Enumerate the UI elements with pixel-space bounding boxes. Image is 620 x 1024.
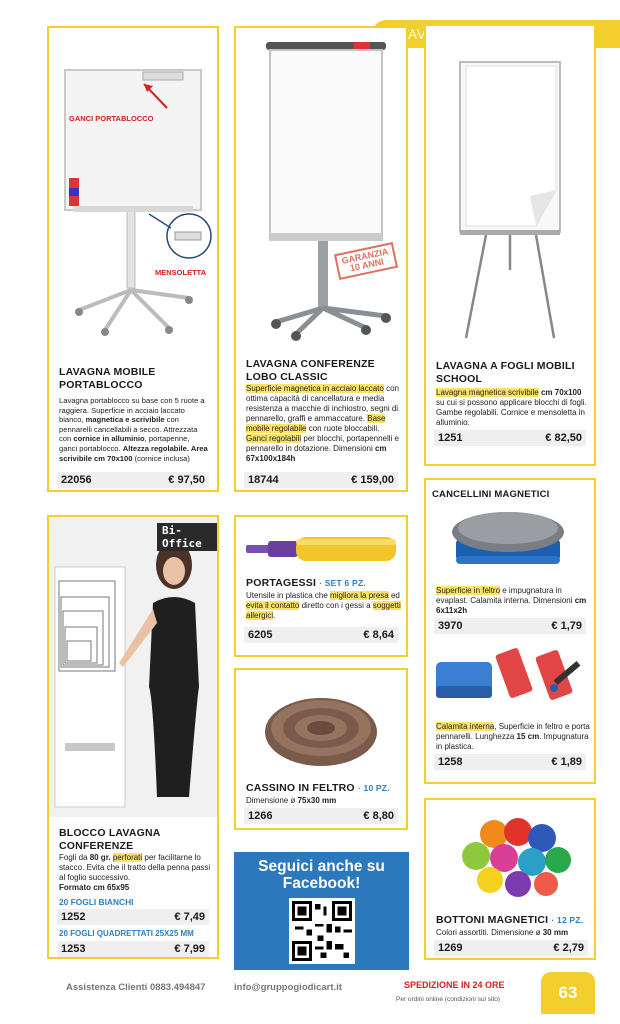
- price-row: [244, 627, 398, 643]
- product-quantity: · SET 6 PZ.: [319, 578, 366, 588]
- footer-spedizione-note: Per ordini online (condizioni sul sito): [396, 996, 501, 1003]
- product-code: 3970: [438, 620, 463, 632]
- price-row-variant1: [57, 909, 209, 925]
- variant2-label: 20 FOGLI QUADRETTATI 25X25 MM: [59, 929, 194, 938]
- product-description: Superficie magnetica in acciaio laccato con ottima capacità di cancellatura e media resistenza a macchie di inchiostro, segni di pennarello, graffi e ammaccature. Base mobile regolabile con ruote bloccabili. Ganci regolabili per blocchi, portapennelli e pennarello in dotazione. Dimensioni cm 67x100x184h: [246, 384, 399, 463]
- item1-description: Superficie in feltro e impugnatura in evaplast. Calamita interna. Dimensioni cm 6x11x2h: [436, 586, 587, 615]
- product-card-lavagna-conferenze: [234, 26, 408, 492]
- product-price: € 7,49: [174, 911, 205, 923]
- section-title: CANCELLINI MAGNETICI: [432, 489, 550, 500]
- label-mensoletta: MENSOLETTA: [155, 268, 207, 277]
- felt-roll-image: [256, 684, 386, 774]
- product-description: Utensile in plastica che migliora la presa ed evita il contatto diretto con i gessi a soggetti allergici.: [246, 591, 401, 620]
- facebook-title: Seguici anche su Facebook!: [258, 858, 385, 892]
- variant1-label: 20 FOGLI BIANCHI: [59, 897, 134, 907]
- flipchart-mobile-image: [49, 28, 217, 348]
- label-ganci-portablocco: GANCI PORTABLOCCO: [69, 114, 154, 123]
- product-price: € 1,89: [551, 756, 582, 768]
- product-code: 1269: [438, 942, 463, 954]
- page-number: 63: [541, 972, 595, 1014]
- product-title: CASSINO IN FELTRO · 10 PZ.: [246, 782, 390, 794]
- product-code: 1258: [438, 756, 463, 768]
- chalk-holder-image: [242, 527, 402, 567]
- price-row: [57, 472, 209, 488]
- product-price: € 8,80: [363, 810, 394, 822]
- product-price: € 2,79: [553, 942, 584, 954]
- price-row: [434, 940, 588, 956]
- product-title: BLOCCO LAVAGNA CONFERENZE: [59, 827, 161, 852]
- product-price: € 159,00: [351, 474, 394, 486]
- product-card-cancellini: [424, 478, 596, 784]
- product-description: Colori assortiti. Dimensione ø 30 mm: [436, 928, 569, 937]
- product-card-lavagna-mobile: [47, 26, 219, 492]
- price-row-variant2: [57, 941, 209, 957]
- product-card-bottoni: [424, 798, 596, 960]
- qr-code-icon[interactable]: [289, 898, 355, 964]
- product-title: BOTTONI MAGNETICI · 12 PZ.: [436, 914, 584, 926]
- product-description: Fogli da 80 gr. perforati per facilitarne lo stacco. Evita che il tratto della penna passi al foglio successivo. Formato cm 65x95: [59, 853, 211, 892]
- footer-spedizione: SPEDIZIONE IN 24 ORE: [404, 980, 505, 990]
- product-price: € 7,99: [174, 943, 205, 955]
- eraser-pen-holder-image: [432, 640, 592, 710]
- price-row: [244, 808, 398, 824]
- product-card-blocco: [47, 515, 219, 959]
- product-price: € 82,50: [545, 432, 582, 444]
- product-card-portagessi: [234, 515, 408, 657]
- magnets-image: [442, 808, 582, 904]
- product-quantity: · 12 PZ.: [551, 915, 584, 925]
- price-row-item2: [434, 754, 586, 770]
- product-code: 18744: [248, 474, 279, 486]
- product-code: 1253: [61, 943, 86, 955]
- price-row-item1: [434, 618, 586, 634]
- product-title: PORTAGESSI · SET 6 PZ.: [246, 577, 366, 589]
- footer-assistenza: Assistenza Clienti 0883.494847: [66, 982, 206, 993]
- product-code: 1252: [61, 911, 86, 923]
- product-price: € 1,79: [551, 620, 582, 632]
- item2-description: Calamita interna, Superficie in feltro e porta pennarelli. Lunghezza 15 cm. Impugnatura in plastica.: [436, 722, 590, 751]
- presenter-image: [49, 517, 217, 817]
- product-description: Lavagna magnetica scrivibile cm 70x100 su cui si possono applicare blocchi di fogli. Gambe regolabili. Cornice e mensoletta in alluminio.: [436, 388, 587, 427]
- product-card-cassino: [234, 668, 408, 830]
- product-description: Dimensione ø 75x30 mm: [246, 796, 337, 805]
- brand-label: Bi-Office: [157, 523, 217, 551]
- price-row: [434, 430, 586, 446]
- product-code: 1266: [248, 810, 273, 822]
- product-code: 22056: [61, 474, 92, 486]
- facebook-promo[interactable]: [234, 852, 409, 970]
- product-title: LAVAGNA CONFERENZE LOBO CLASSIC: [246, 358, 375, 383]
- eraser-image: [446, 502, 576, 574]
- product-title: LAVAGNA MOBILE PORTABLOCCO: [59, 366, 156, 391]
- product-title: LAVAGNA A FOGLI MOBILI SCHOOL: [436, 360, 575, 385]
- product-quantity: · 10 PZ.: [357, 783, 390, 793]
- price-row: [244, 472, 398, 488]
- warranty-stamp: GARANZIA 10 ANNI: [334, 242, 398, 280]
- product-price: € 97,50: [168, 474, 205, 486]
- product-card-lavagna-school: [424, 26, 596, 466]
- footer-email-link[interactable]: info@gruppogiodicart.it: [234, 982, 342, 993]
- flipchart-school-image: [426, 50, 594, 340]
- flipchart-conferenze-image: [236, 28, 406, 344]
- product-code: 6205: [248, 629, 273, 641]
- product-price: € 8,64: [363, 629, 394, 641]
- product-description: Lavagna portablocco su base con 5 ruote a raggiera. Superficie in acciaio laccato bianco, magnetica e scrivibile con pennarelli cancellabili a secco. Attrezzata con cornice in alluminio, portapenne, ganci portablocco. Altezza regolabile. Area scrivibile cm 70x100 (cornice inclusa): [59, 396, 208, 463]
- product-code: 1251: [438, 432, 463, 444]
